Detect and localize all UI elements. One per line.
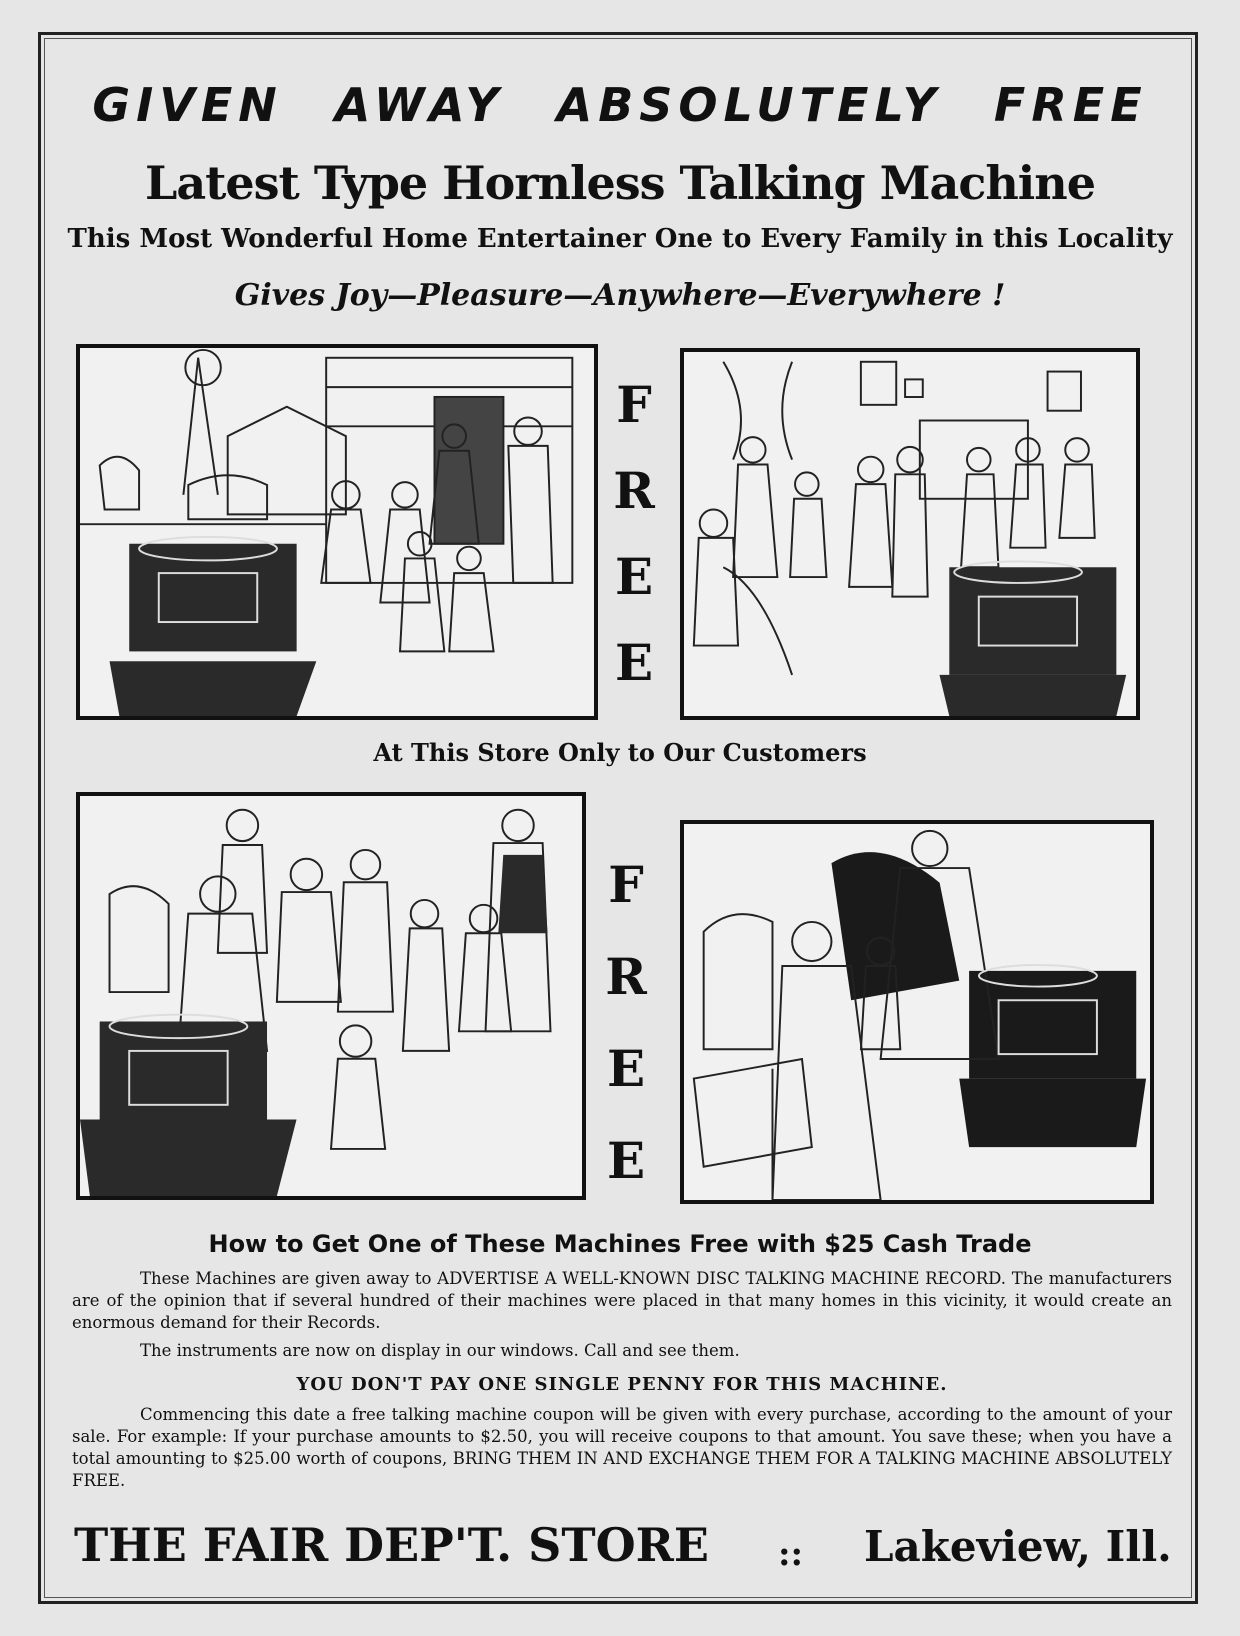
store-only-caption: At This Store Only to Our Customers	[373, 738, 867, 767]
how-to-heading: How to Get One of These Machines Free with $25 Cash Trade	[208, 1230, 1032, 1258]
subheadline: Latest Type Hornless Talking Machine	[145, 156, 1095, 210]
free-letter: E	[606, 1039, 646, 1098]
mother-baby-illustration	[680, 820, 1154, 1204]
parlor-dance-illustration	[680, 348, 1140, 720]
no-penny-emphasis: YOU DON'T PAY ONE SINGLE PENNY FOR THIS MACHINE.	[296, 1374, 948, 1395]
display-paragraph: The instruments are now on display in our windows. Call and see them.	[140, 1341, 740, 1360]
free-letter: F	[616, 375, 652, 434]
free-vertical-bottom	[596, 855, 656, 1228]
headline: GIVEN AWAY ABSOLUTELY FREE	[92, 78, 1148, 132]
family-gathering-illustration	[76, 792, 586, 1200]
free-letter: E	[606, 1131, 646, 1190]
footer-separator: ::	[778, 1534, 804, 1574]
free-letter: F	[608, 855, 644, 914]
coupon-paragraph: Commencing this date a free talking machine coupon will be given with every purchase, according to the amount of your sale. For example: If your purchase amounts to $2.50, you will receive coupons to that amount. You save these; when you have a total amounting to $25.00 worth of coupons, BRING THEM IN AND EXCHANGE THEM FOR A TALKING MACHINE ABSOLUTELY FREE.	[72, 1405, 1172, 1490]
tagline: Gives Joy—Pleasure—Anywhere—Everywhere !	[234, 278, 1006, 313]
store-location: Lakeview, Ill.	[864, 1522, 1172, 1571]
free-letter: R	[605, 947, 647, 1006]
description: This Most Wonderful Home Entertainer One to Every Family in this Locality	[67, 224, 1173, 254]
free-vertical-top	[604, 375, 664, 724]
free-letter: E	[614, 547, 654, 606]
advertise-paragraph: These Machines are given away to ADVERTISE A WELL-KNOWN DISC TALKING MACHINE RECORD. The manufacturers are of the opinion that if several hundred of their machines were placed in that many homes in this vicinity, it would create an enormous demand for their Records.	[72, 1269, 1172, 1332]
free-letter: E	[614, 633, 654, 692]
free-letter: R	[613, 461, 655, 520]
farm-scene-illustration	[76, 344, 598, 720]
store-name: THE FAIR DEP'T. STORE	[74, 1518, 709, 1572]
